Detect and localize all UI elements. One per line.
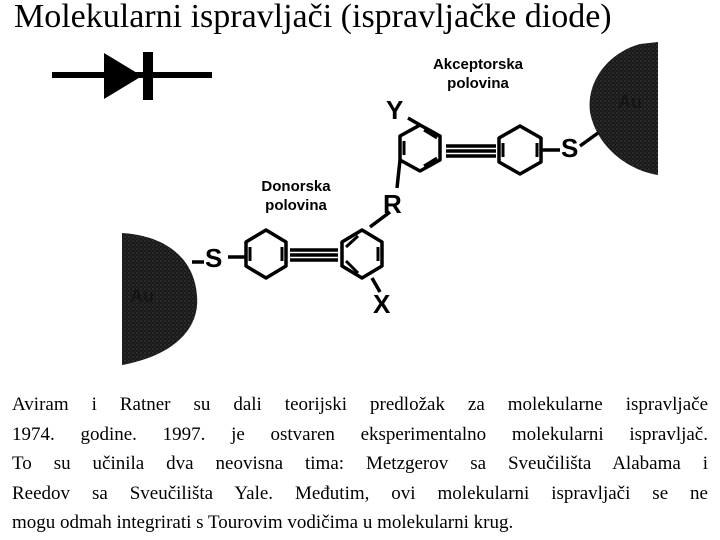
paragraph-line: To su učinila dva neovisna tima: Metzgerov sa Sveučilišta Alabama i: [12, 453, 708, 474]
acceptor-label-line2: polovina: [447, 75, 509, 92]
electrode-bottom: [122, 233, 197, 365]
paragraph-line: 1974. godine. 1997. je ostvaren eksperimentalno molekularni ispravljač.: [12, 423, 708, 445]
slide-title: Molekularni ispravljači (ispravljačke diode): [14, 0, 612, 35]
electrode-bottom-label: Au: [130, 286, 154, 306]
molecular-rectifier-figure: [0, 38, 720, 388]
paragraph-line: Aviram i Ratner su dali teorijski predložak za molekularne ispravljače: [12, 394, 708, 415]
sulfur-top-label: S: [561, 133, 579, 163]
donor-label-line1: Donorska: [261, 178, 331, 195]
diode-icon: [52, 52, 212, 100]
group-r-label: R: [383, 189, 402, 219]
acceptor-label-line1: Akceptorska: [432, 56, 524, 73]
electrode-top-label: Au: [618, 92, 642, 112]
body-paragraph: [12, 390, 708, 538]
donor-label-line2: polovina: [265, 197, 327, 214]
group-x-label: X: [373, 289, 391, 319]
group-y-label: Y: [386, 95, 404, 125]
sulfur-bottom-label: S: [205, 243, 223, 273]
paragraph-line: mogu odmah integrirati s Tourovim vodičima u molekularni krug.: [12, 512, 514, 533]
paragraph-line: Reedov sa Sveučilišta Yale. Međutim, ovi molekularni ispravljači se ne: [12, 482, 708, 504]
electrode-top: [590, 42, 658, 175]
